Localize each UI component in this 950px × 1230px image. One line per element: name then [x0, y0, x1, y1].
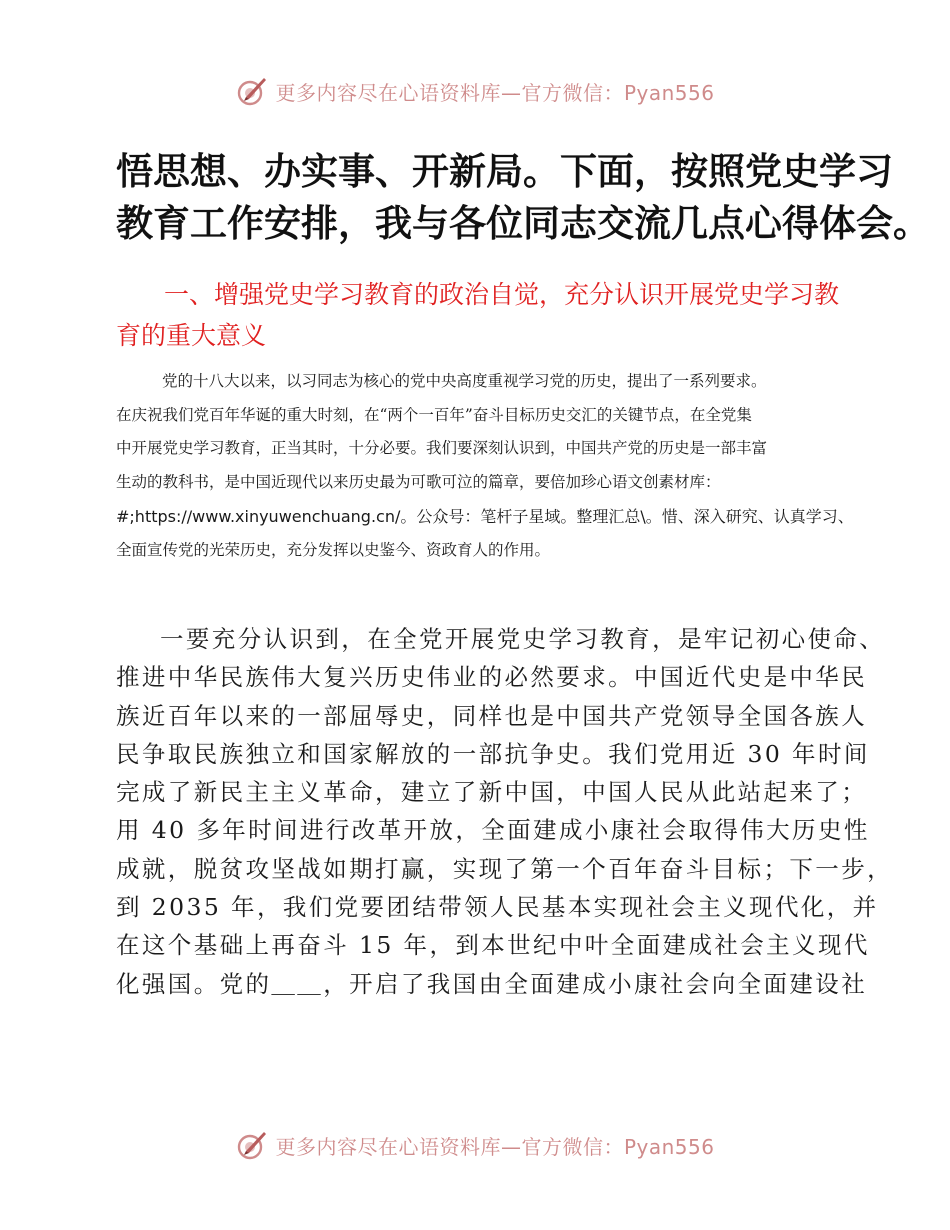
paragraph-line: 到 2035 年，我们党要团结带领人民基本实现社会主义现代化，并 [116, 893, 879, 922]
paragraph-line: 民争取民族独立和国家解放的一部抗争史。我们党用近 30 年时间 [116, 739, 870, 768]
paragraph-line: 化强国。党的＿＿，开启了我国由全面建成小康社会向全面建设社 [116, 969, 868, 998]
section-title [116, 274, 856, 356]
paragraph-line: 生动的教科书，是中国近现代以来历史最为可歌可泣的篇章，要倍加珍心语文创素材库： [116, 473, 721, 492]
heading-line: 教育工作安排，我与各位同志交流几点心得体会。 [116, 202, 930, 245]
watermark-banner-bottom [0, 1128, 950, 1162]
paragraph-line: 一要充分认识到，在全党开展党史学习教育，是牢记初心使命、 [160, 625, 886, 653]
quill-pen-logo-icon [235, 1128, 269, 1162]
paragraph-main [116, 620, 893, 1003]
paragraph-line: 在庆祝我们党百年华诞的重大时刻，在“两个一百年”奋斗目标历史交汇的关键节点，在全党集 [116, 405, 752, 424]
paragraph-line: #;https://www.xinyuwenchuang.cn/。公众号：笔杆子星域。整理汇总\。惜、深入研究、认真学习、 [116, 506, 854, 526]
watermark-banner-top [0, 74, 950, 108]
paragraph-line: 党的十八大以来，以习同志为核心的党中央高度重视学习党的历史，提出了一系列要求。 [162, 372, 767, 390]
quill-pen-logo-icon [235, 74, 269, 108]
paragraph-line: 族近百年以来的一部屈辱史，同样也是中国共产党领导全国各族人 [116, 701, 868, 730]
section-title-line: 育的重大意义 [116, 321, 267, 350]
paragraph-line: 全面宣传党的光荣历史，充分发挥以史鉴今、资政育人的作用。 [116, 540, 551, 559]
paragraph-line: 在这个基础上再奋斗 15 年，到本世纪中叶全面建成社会主义现代 [116, 931, 870, 960]
paragraph-line: 中开展党史学习教育，正当其时，十分必要。我们要深刻认识到，中国共产党的历史是一部丰富 [116, 439, 768, 458]
watermark-text: 更多内容尽在心语资料库—官方微信：Pyan556 [275, 1134, 715, 1159]
heading-line: 悟思想、办实事、开新局。下面，按照党史学习 [116, 150, 893, 193]
paragraph-line: 完成了新民主主义革命，建立了新中国，中国人民从此站起来了； [116, 778, 868, 807]
watermark-text: 更多内容尽在心语资料库—官方微信：Pyan556 [275, 80, 715, 105]
paragraph-line: 成就，脱贫攻坚战如期打赢，实现了第一个百年奋斗目标；下一步， [116, 854, 893, 883]
paragraph-line: 用 40 多年时间进行改革开放，全面建成小康社会取得伟大历史性 [116, 816, 870, 845]
paragraph-intro [116, 365, 856, 567]
document-heading [116, 146, 930, 250]
section-title-line: 一、增强党史学习教育的政治自觉，充分认识开展党史学习教 [164, 280, 840, 309]
paragraph-line: 推进中华民族伟大复兴历史伟业的必然要求。中国近代史是中华民 [116, 663, 868, 692]
